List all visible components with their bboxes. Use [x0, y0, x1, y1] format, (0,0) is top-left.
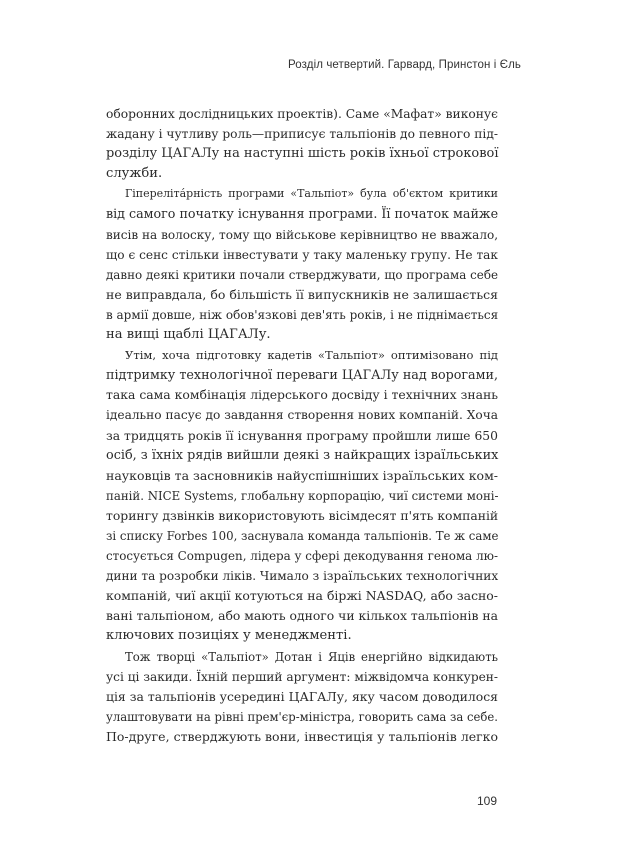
text-line: По-друге, стверджують вони, інвестиція у тальпіонів легко	[106, 728, 498, 744]
text-line: улаштовувати на рівні прем'єр-міністра, говорить сама за себе.	[106, 709, 498, 724]
text-line: науковців та засновників найуспішніших ізраїльських ком-	[106, 467, 499, 483]
paragraph-3	[106, 345, 498, 646]
text-line: Утім, хоча підготовку кадетів «Тальпіот» оптимізовано під	[125, 348, 498, 363]
text-line: зі списку Forbes 100, заснувала команда тальпіонів. Те ж саме	[106, 528, 499, 543]
text-line: ключових позиціях у менеджменті.	[106, 628, 352, 644]
text-line: така сама комбінація лідерського досвіду і технічних знань	[106, 387, 498, 403]
text-line: від самого початку існування програми. Її початок майже	[106, 206, 499, 222]
text-line: дини та розробки ліків. Чимало з ізраїльських технологічних	[106, 569, 499, 584]
text-line: торингу дзвінків використовують вісімдесят п'ять компаній	[106, 508, 499, 523]
text-line: на вищі щаблі ЦАГАЛу.	[106, 327, 271, 343]
text-line: ідеально пасує до завдання створення нових компаній. Хоча	[106, 408, 498, 423]
page-number: 109	[477, 794, 498, 808]
text-line: осіб, з їхніх рядів вийшли деякі з найкращих ізраїльських	[106, 447, 499, 463]
text-line: розділу ЦАГАЛу на наступні шість років їхньої строкової	[106, 146, 499, 162]
text-line: за тридцять років її існування програму пройшли лише 650	[106, 428, 498, 443]
body-text	[106, 104, 498, 747]
text-line: не виправдала, бо більшість її випускників не залишається	[106, 286, 498, 302]
text-line: що є сенс стільки інвестувати у таку маленьку групу. Не так	[106, 247, 498, 262]
text-line: стосується Compugen, лідера у сфері декодування генома лю-	[106, 549, 498, 564]
text-line: Тож творці «Тальпіот» Дотан і Яців енергійно відкидають	[125, 649, 498, 664]
paragraph-1	[106, 104, 498, 184]
text-line: вані тальпіоном, або мають одного чи кількох тальпіонів на	[106, 609, 498, 624]
paragraph-4	[106, 647, 498, 747]
text-line: ція за тальпіонів усередині ЦАГАЛу, яку часом доводилося	[106, 688, 498, 704]
text-line: усі ці закиди. Їхній перший аргумент: міжвідомча конкурен-	[106, 669, 498, 684]
text-line: в армії довше, ніж обов'язкові дев'ять років, і не піднімається	[106, 307, 499, 322]
text-line: служби.	[106, 166, 163, 182]
running-header: Розділ четвертий. Гарвард, Принстон і Єль	[288, 59, 521, 71]
text-line: висів на волоску, тому що військове керівництво не вважало,	[106, 227, 499, 242]
text-line: підтримку технологічної переваги ЦАГАЛу над ворогами,	[106, 367, 498, 383]
paragraph-2	[106, 184, 498, 345]
text-line: компаній, чиї акції котуються на біржі NASDAQ, або засно-	[106, 588, 498, 604]
text-line: жадану і чутливу роль—приписує тальпіонів до певного під-	[106, 127, 498, 142]
text-line: давно деякі критики почали стверджувати, що програма себе	[106, 267, 498, 282]
text-line: паній. NICE Systems, глобальну корпорацію, чиї системи моні-	[106, 488, 499, 503]
text-line: Гіпереліта́рність програми «Тальпіот» була об'єктом критики	[125, 187, 498, 201]
text-line: оборонних дослідницьких проектів). Саме «Мафат» виконує	[106, 107, 498, 121]
